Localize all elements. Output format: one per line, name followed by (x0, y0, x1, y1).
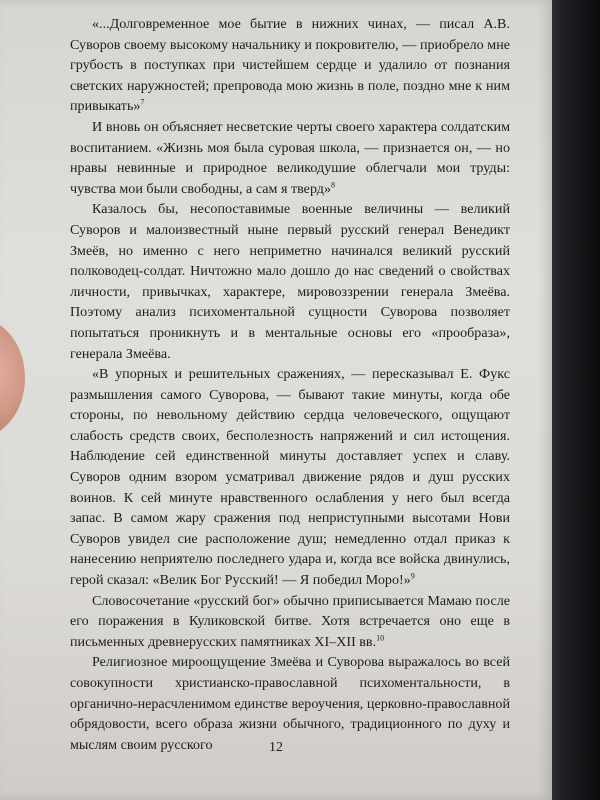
paragraph: «В упорных и решительных сражениях, — пересказывал Е. Фукс размышления самого Суворова, — бывают такие минуты, когда обе стороны, по невольному действию сердца человеческого, ощущают слабость средств своих, бесполезность напряжений и сил истощения. Наблюдение сей единственной минуты доставляет успех и славу. Суворов одним взором усматривал движение рядов и душ русских воинов. К сей минуте нравственного ослабления у него был всегда запас. В самом жару сражения под неприступными высотами Нови Суворов увидел сие расположение душ; немедленно отдал приказ к нанесению неприятелю последнего удара и, когда все войска двинулись, герой сказал: «Велик Бог Русский! — Я победил Моро!»$^9$ (70, 366, 510, 589)
footnote-ref: 9 (410, 571, 415, 581)
footnote-ref: 7 (140, 97, 145, 107)
paragraph: Религиозное мироощущение Змеёва и Суворова выражалось во всей совокупности христианско-православной психоментальности, в органично-нерасчленимом единстве вероучения, церковно-православной обрядовости, всего образа жизни обычного, традиционного по духу и мыслям своим русского (70, 654, 510, 753)
paragraph: Казалось бы, несопоставимые военные величины — великий Суворов и малоизвестный ныне первый русский генерал Венедикт Змеёв, но именно с него неприметно начинался великий русский полководец-солдат. Ничтожно мало дошло до нас сведений о свойствах личности, привычках, характере, мировоззрении генерала Змеёва. Поэтому анализ психоментальной сущности Суворова позволяет попытаться проникнуть и в ментальные основы его «прообраза», генерала Змеёва. (70, 201, 510, 362)
page-body (70, 14, 510, 755)
paragraph: «...Долговременное мое бытие в нижних чинах, — писал А.В. Суворов своему высокому начальнику и покровителю, — приобрело мне грубость в поступках при чистейшем сердце и удалило от познания светских наружностей; препровода мою жизнь в поле, поздно мне к ним привыкать»$^7$ (70, 16, 510, 115)
page-number: 12 (269, 740, 283, 755)
paragraph: И вновь он объясняет несветские черты своего характера солдатским воспитанием. «Жизнь моя была суровая школа, — признается он, — но нравы невинные и природное великодушие облегчали мои труды: чувства мои были свободны, а сам я тверд»$^8$ (70, 118, 510, 197)
footnote-ref: 8 (331, 180, 336, 190)
footnote-ref: 10 (376, 633, 385, 643)
paragraph: Словосочетание «русский бог» обычно приписывается Мамаю после его поражения в Куликовской битве. Хотя встречается оно еще в письменных древнерусских памятниках XI–XII вв.$^{10}$ (70, 592, 510, 650)
